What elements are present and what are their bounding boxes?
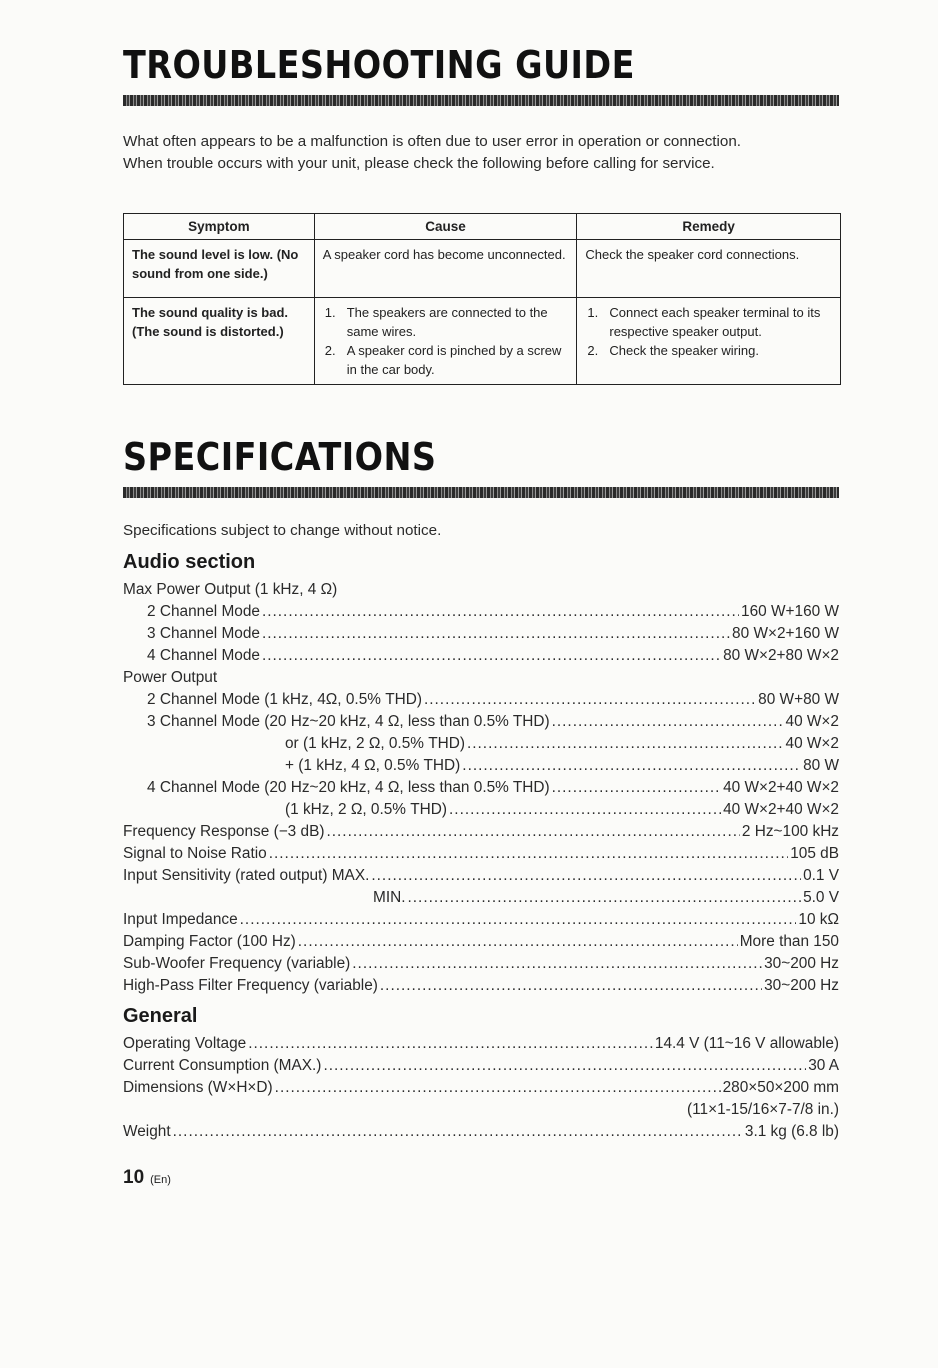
list-item: 1. Connect each speaker terminal to its respective speaker output. <box>587 305 821 339</box>
title-rule <box>123 95 839 106</box>
spec-row: + (1 kHz, 4 Ω, 0.5% THD) ..... 80 W <box>123 755 839 777</box>
spec-row: or (1 kHz, 2 Ω, 0.5% THD) ..... 40 W×2 <box>123 733 839 755</box>
spec-row: 3 Channel Mode ..... 80 W×2+160 W <box>123 623 839 645</box>
spec-row: Signal to Noise Ratio ..... 105 dB <box>123 843 839 865</box>
spec-row: 2 Channel Mode ..... 160 W+160 W <box>123 601 839 623</box>
spec-row: Max Power Output (1 kHz, 4 Ω) <box>123 581 338 598</box>
spec-row: MIN. ..... 5.0 V <box>123 887 839 909</box>
troubleshooting-intro <box>123 131 839 175</box>
spec-row: (1 kHz, 2 Ω, 0.5% THD) ..... 40 W×2+40 W×2 <box>123 799 839 821</box>
list-item: 2. Check the speaker wiring. <box>587 343 759 358</box>
title-rule <box>123 487 839 498</box>
spec-row: Weight ..... 3.1 kg (6.8 lb) <box>123 1121 839 1143</box>
symptom-header: Symptom <box>124 214 315 240</box>
spec-row: Input Impedance ..... 10 kΩ <box>123 909 839 931</box>
spec-row: Operating Voltage ..... 14.4 V (11~16 V allowable) <box>123 1033 839 1055</box>
spec-notice: Specifications subject to change without notice. <box>123 522 442 539</box>
spec-row: Frequency Response (−3 dB) ..... 2 Hz~100 kHz <box>123 821 839 843</box>
remedy-header: Remedy <box>577 214 841 240</box>
intro-line-2: When trouble occurs with your unit, please check the following before calling for service. <box>123 155 715 172</box>
cause-header: Cause <box>314 214 577 240</box>
spec-row: Damping Factor (100 Hz) ..... More than 150 <box>123 931 839 953</box>
spec-row: 4 Channel Mode ..... 80 W×2+80 W×2 <box>123 645 839 667</box>
cause-cell <box>314 298 577 385</box>
cause-cell: A speaker cord has become unconnected. <box>314 240 577 298</box>
spec-row: Sub-Woofer Frequency (variable) ..... 30~200 Hz <box>123 953 839 975</box>
audio-spec-list <box>123 579 839 997</box>
page-number-value: 10 <box>123 1167 145 1188</box>
symptom-cell: The sound quality is bad. (The sound is distorted.) <box>124 298 315 385</box>
language-code: (En) <box>150 1174 171 1186</box>
table-header-row <box>124 214 841 240</box>
remedy-cell <box>577 298 841 385</box>
spec-row: 2 Channel Mode (1 kHz, 4Ω, 0.5% THD) ..... 80 W+80 W <box>123 689 839 711</box>
troubleshooting-title: TROUBLESHOOTING GUIDE <box>123 43 635 87</box>
troubleshooting-table <box>123 213 841 385</box>
spec-row: 3 Channel Mode (20 Hz~20 kHz, 4 Ω, less than 0.5% THD) ..... 40 W×2 <box>123 711 839 733</box>
spec-row: Dimensions (W×H×D) ..... 280×50×200 mm <box>123 1077 839 1099</box>
list-item: 1. The speakers are connected to the same wires. <box>324 305 548 339</box>
intro-line-1: What often appears to be a malfunction is often due to user error in operation or connection. <box>123 133 741 150</box>
specifications-title: SPECIFICATIONS <box>123 435 437 479</box>
symptom-cell: The sound level is low. (No sound from one side.) <box>124 240 315 298</box>
remedy-cell: Check the speaker cord connections. <box>577 240 841 298</box>
table-row <box>124 298 841 385</box>
spec-row: Input Sensitivity (rated output) MAX. ..... 0.1 V <box>123 865 839 887</box>
general-spec-list <box>123 1033 839 1143</box>
spec-row: 4 Channel Mode (20 Hz~20 kHz, 4 Ω, less than 0.5% THD) ..... 40 W×2+40 W×2 <box>123 777 839 799</box>
list-item: 2. A speaker cord is pinched by a screw in the car body. <box>324 343 562 377</box>
spec-row: (11×1-15/16×7-7/8 in.) <box>686 1101 839 1118</box>
spec-row: High-Pass Filter Frequency (variable) ..... 30~200 Hz <box>123 975 839 997</box>
audio-section-heading: Audio section <box>123 551 256 573</box>
spec-row: Power Output <box>123 669 218 686</box>
table-row <box>124 240 841 298</box>
general-section-heading: General <box>123 1005 198 1027</box>
spec-row: Current Consumption (MAX.) ..... 30 A <box>123 1055 839 1077</box>
page-number <box>123 1167 171 1189</box>
